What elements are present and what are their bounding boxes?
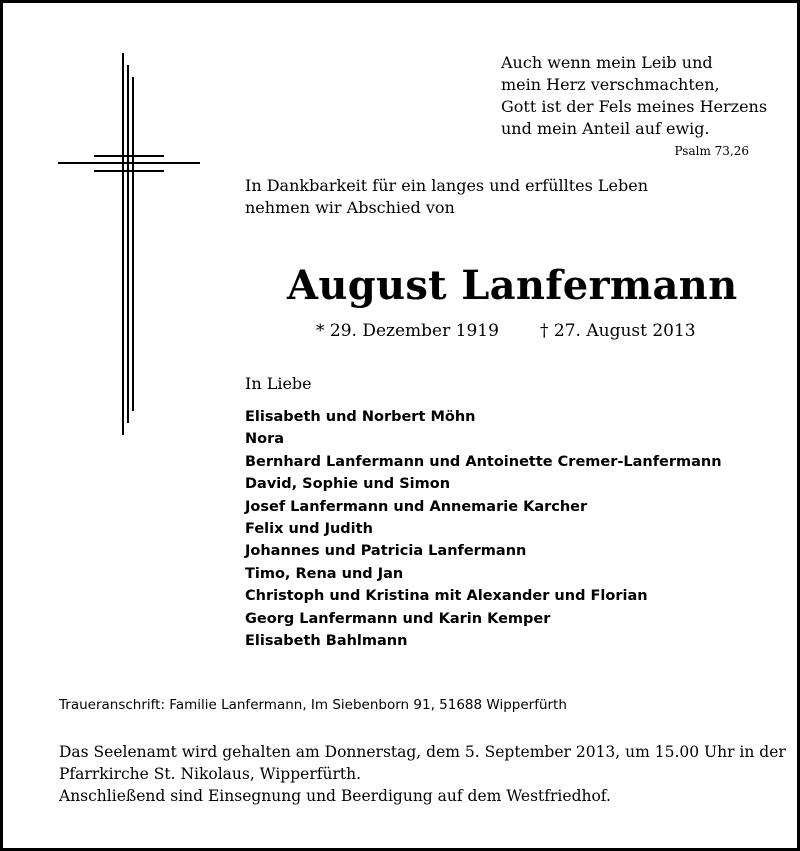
list-item: Josef Lanfermann und Annemarie Karcher [245,498,588,515]
death-date: † 27. August 2013 [540,321,696,341]
verse-line: und mein Anteil auf ewig. [501,119,710,138]
intro-text [245,175,648,219]
list-item: David, Sophie und Simon [245,476,451,493]
verse-line: Gott ist der Fels meines Herzens [501,97,768,116]
intro-line: In Dankbarkeit für ein langes und erfülltes Leben [245,176,649,195]
birth-date: * 29. Dezember 1919 [316,321,499,341]
list-item: Felix und Judith [245,521,373,538]
intro-line: nehmen wir Abschied von [245,198,455,217]
verse-line: mein Herz verschmachten, [501,75,720,94]
list-item: Bernhard Lanfermann und Antoinette Cremer-Lanfermann [245,453,722,470]
list-item: Elisabeth Bahlmann [245,633,408,650]
verse-line: Auch wenn mein Leib und [501,53,713,72]
service-line: Pfarrkirche St. Nikolaus, Wipperfürth. [59,765,361,783]
list-item: Georg Lanfermann und Karin Kemper [245,610,551,627]
verse-reference: Psalm 73,26 [674,144,749,158]
list-item: Christoph und Kristina mit Alexander und Florian [245,588,648,605]
mourners-list [245,406,722,652]
list-item: Elisabeth und Norbert Möhn [245,409,476,425]
service-line: Anschließend sind Einsegnung und Beerdigung auf dem Westfriedhof. [59,787,611,805]
service-info [59,741,786,807]
cross-icon [58,53,200,435]
list-item: Johannes und Patricia Lanfermann [245,543,527,560]
deceased-name: August Lanfermann [287,262,738,309]
mourning-address: Traueranschrift: Familie Lanfermann, Im Siebenborn 91, 51688 Wipperfürth [59,697,567,713]
service-line: Das Seelenamt wird gehalten am Donnerstag, dem 5. September 2013, um 15.00 Uhr in der [59,743,786,761]
bible-verse [501,52,781,140]
list-item: Nora [245,431,285,448]
mourners-heading: In Liebe [245,374,312,393]
list-item: Timo, Rena und Jan [245,565,404,582]
